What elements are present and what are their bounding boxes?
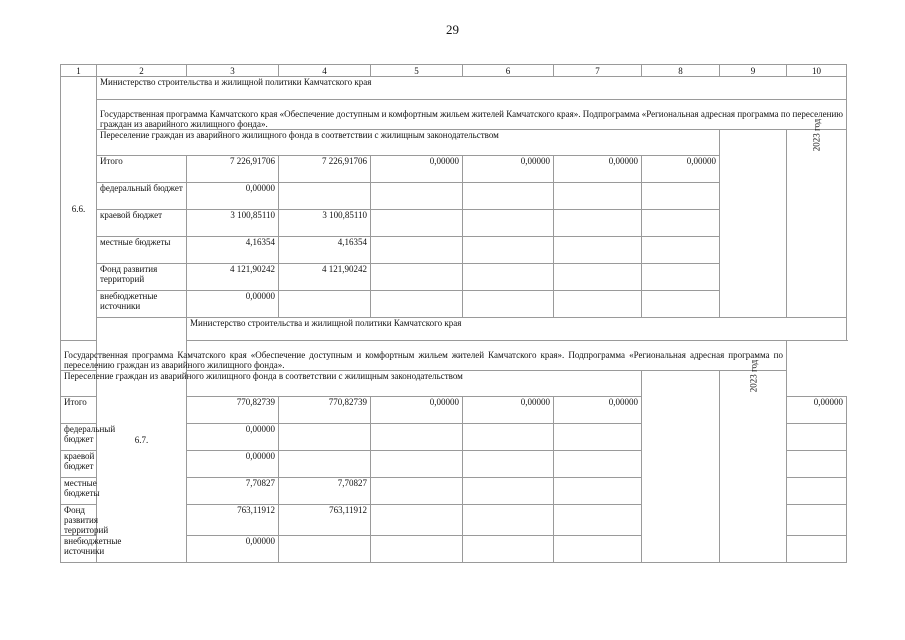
funding-source-label: Фонд развития территорий: [61, 505, 97, 536]
funding-value: [554, 505, 642, 536]
column-number: 1: [61, 65, 97, 77]
funding-value: [371, 424, 463, 451]
funding-value: [279, 451, 371, 478]
funding-value: 763,11912: [279, 505, 371, 536]
funding-source-label: краевой бюджет: [61, 451, 97, 478]
funding-value: [279, 183, 371, 210]
funding-value: [371, 183, 463, 210]
year-label: 2023 год: [747, 359, 758, 393]
measure-row: [61, 371, 847, 397]
funding-value: [463, 451, 554, 478]
funding-value: [554, 264, 642, 291]
funding-value: [371, 536, 463, 563]
funding-value: 0,00000: [554, 397, 642, 424]
funding-value: [642, 291, 720, 318]
funding-value: [642, 210, 720, 237]
program-row: [61, 341, 847, 371]
column-number: 5: [371, 65, 463, 77]
funding-value: [371, 264, 463, 291]
measure-row: [61, 130, 847, 156]
funding-value: 7 226,91706: [279, 156, 371, 183]
funding-value: [279, 424, 371, 451]
program-name: Государственная программа Камчатского края «Обеспечение доступным и комфортным жильем жителей Камчатского края». Подпрограмма «Региональная адресная программа по переселению граждан из аварийного жилищного фонда».: [97, 100, 847, 130]
funding-source-label: Фонд развития территорий: [97, 264, 187, 291]
ministry-row: [61, 318, 847, 341]
funding-value: 763,11912: [187, 505, 279, 536]
funding-source-label: Итого: [61, 397, 97, 424]
column-number: 6: [463, 65, 554, 77]
funding-value: [371, 291, 463, 318]
funding-value: 0,00000: [371, 156, 463, 183]
column-number: 3: [187, 65, 279, 77]
funding-value: 770,82739: [279, 397, 371, 424]
funding-value: 0,00000: [642, 156, 720, 183]
funding-value: [787, 478, 847, 505]
budget-table: [60, 64, 847, 563]
year-label: 2023 год: [811, 118, 822, 152]
funding-value: 7,70827: [187, 478, 279, 505]
funding-value: [554, 210, 642, 237]
funding-value: 0,00000: [187, 451, 279, 478]
funding-value: 3 100,85110: [187, 210, 279, 237]
funding-value: 7 226,91706: [187, 156, 279, 183]
empty-cell: [720, 130, 787, 318]
year-cell: [787, 118, 847, 318]
funding-value: [371, 478, 463, 505]
funding-source-label: Итого: [97, 156, 187, 183]
funding-value: 0,00000: [187, 424, 279, 451]
funding-value: [463, 264, 554, 291]
funding-value: [787, 451, 847, 478]
funding-value: [279, 536, 371, 563]
funding-value: [371, 451, 463, 478]
funding-value: 0,00000: [187, 291, 279, 318]
funding-value: 0,00000: [463, 397, 554, 424]
column-number: 10: [787, 65, 847, 77]
funding-value: [463, 183, 554, 210]
funding-value: 4 121,90242: [187, 264, 279, 291]
item-number: 6.6.: [61, 77, 97, 341]
column-number: 8: [642, 65, 720, 77]
funding-value: [554, 424, 642, 451]
measure-name: Переселение граждан из аварийного жилищного фонда в соответствии с жилищным законодательством: [61, 371, 642, 397]
funding-value: 0,00000: [554, 156, 642, 183]
column-number: 7: [554, 65, 642, 77]
funding-value: [642, 237, 720, 264]
funding-value: [463, 478, 554, 505]
ministry-name: Министерство строительства и жилищной политики Камчатского края: [97, 77, 847, 100]
funding-value: [463, 210, 554, 237]
funding-value: 770,82739: [187, 397, 279, 424]
year-cell: [720, 359, 787, 563]
funding-source-label: местные бюджеты: [97, 237, 187, 264]
funding-source-label: федеральный бюджет: [97, 183, 187, 210]
program-name: Государственная программа Камчатского края «Обеспечение доступным и комфортным жильем жителей Камчатского края». Подпрограмма «Региональная адресная программа по переселению граждан из аварийного жилищного фонда».: [61, 341, 787, 371]
funding-value: [554, 536, 642, 563]
funding-value: 0,00000: [187, 536, 279, 563]
funding-value: 0,00000: [371, 397, 463, 424]
ministry-row: [61, 77, 847, 100]
column-number-row: [61, 65, 847, 77]
funding-value: [463, 536, 554, 563]
funding-value: 4,16354: [279, 237, 371, 264]
funding-value: 0,00000: [187, 183, 279, 210]
funding-source-label: федеральный бюджет: [61, 424, 97, 451]
funding-value: [463, 505, 554, 536]
funding-source-label: краевой бюджет: [97, 210, 187, 237]
program-row: [61, 100, 847, 130]
funding-value: [279, 291, 371, 318]
funding-value: [554, 478, 642, 505]
funding-value: 0,00000: [787, 397, 847, 424]
funding-value: 0,00000: [463, 156, 554, 183]
funding-value: [787, 505, 847, 536]
funding-value: [463, 424, 554, 451]
column-number: 2: [97, 65, 187, 77]
funding-value: 3 100,85110: [279, 210, 371, 237]
funding-value: [554, 291, 642, 318]
funding-value: 7,70827: [279, 478, 371, 505]
funding-value: [463, 237, 554, 264]
funding-value: [787, 536, 847, 563]
funding-value: [554, 183, 642, 210]
funding-value: [642, 264, 720, 291]
funding-source-label: внебюджетные источники: [97, 291, 187, 318]
funding-value: [463, 291, 554, 318]
funding-value: [371, 237, 463, 264]
funding-source-label: местные бюджеты: [61, 478, 97, 505]
funding-value: [554, 237, 642, 264]
funding-source-label: внебюджетные источники: [61, 536, 97, 563]
funding-value: [371, 505, 463, 536]
ministry-name: Министерство строительства и жилищной политики Камчатского края: [187, 318, 847, 341]
funding-value: 4,16354: [187, 237, 279, 264]
column-number: 4: [279, 65, 371, 77]
column-number: 9: [720, 65, 787, 77]
funding-value: [787, 424, 847, 451]
funding-value: [371, 210, 463, 237]
empty-cell: [642, 371, 720, 563]
measure-name: Переселение граждан из аварийного жилищного фонда в соответствии с жилищным законодательством: [97, 130, 720, 156]
funding-value: [554, 451, 642, 478]
funding-value: [642, 183, 720, 210]
funding-value: 4 121,90242: [279, 264, 371, 291]
page-number: 29: [446, 22, 459, 37]
item-number: 6.7.: [97, 318, 187, 563]
